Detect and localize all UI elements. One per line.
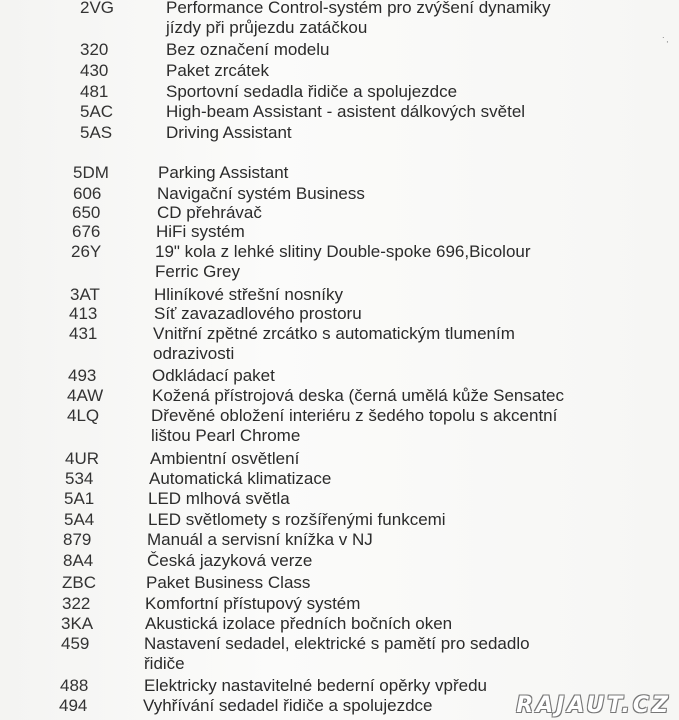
option-description: Síť zavazadlového prostoru [154,304,362,323]
option-description [155,242,531,282]
option-code: 879 [63,530,92,549]
option-description: Hliníkové střešní nosníky [154,285,343,304]
option-code: 431 [69,324,98,343]
option-description: LED světlomety s rozšířenými funkcemi [148,510,446,529]
option-code: 26Y [71,242,102,261]
option-code: 413 [69,304,98,323]
option-description [153,324,515,364]
option-description: Automatická klimatizace [149,469,332,488]
option-description: Paket Business Class [146,573,311,592]
option-description: Vyhřívání sedadel řidiče a spolujezdce [143,696,433,715]
option-code: 2VG [80,0,115,17]
option-code: 459 [61,634,90,653]
option-code: 5A4 [64,510,95,529]
option-description-line: Performance Control-systém pro zvýšení dynamiky [166,0,551,17]
option-description-line: jízdy při průjezdu zatáčkou [166,18,368,37]
option-description-line: Vnitřní zpětné zrcátko s automatickým tlumením [153,324,515,343]
option-description [151,406,557,446]
option-description: Elektricky nastavitelné bederní opěrky vpředu [144,676,488,695]
option-code: 481 [80,82,109,101]
option-code: 5AC [80,102,114,121]
option-code: 322 [62,594,91,613]
option-description: Akustická izolace předních bočních oken [145,614,453,633]
option-code: 534 [65,469,94,488]
option-description-line: řidiče [144,654,185,673]
watermark: RAJAUT.CZ [516,693,671,718]
option-code: 3AT [70,285,100,304]
option-description-line: Dřevěné obložení interiéru z šedého topolu s akcentní [151,406,558,425]
option-description: Sportovní sedadla řidiče a spolujezdce [166,82,458,101]
option-description: Odkládací paket [152,366,275,385]
option-description: Parking Assistant [158,163,289,182]
option-code: ZBC [62,573,96,592]
option-description-line: Ferric Grey [155,262,240,281]
option-description-line: odrazivosti [153,344,235,363]
option-description: LED mlhová světla [148,489,290,508]
scan-speck: ˙· [662,36,670,48]
option-description-line: lištou Pearl Chrome [151,426,301,445]
option-code: 5AS [80,123,113,142]
option-description: Ambientní osvětlení [150,449,300,468]
option-code: 5DM [73,163,109,182]
option-description [144,634,530,674]
option-description: Komfortní přístupový systém [145,594,361,613]
option-code: 430 [80,61,109,80]
option-description: HiFi systém [156,222,245,241]
option-code: 8A4 [63,551,94,570]
option-code: 5A1 [64,489,95,508]
option-code: 606 [73,184,102,203]
option-code: 493 [68,366,97,385]
option-description-line: Nastavení sedadel, elektrické s pamětí pro sedadlo [144,634,530,653]
option-description [166,0,551,38]
option-code: 4UR [65,449,100,468]
option-description: Manuál a servisní knížka v NJ [147,530,373,549]
option-code: 494 [59,696,88,715]
option-description: CD přehrávač [157,203,262,222]
option-code: 676 [72,222,101,241]
option-description: Bez označení modelu [166,40,330,59]
option-code: 320 [80,40,109,59]
option-code: 3KA [61,614,94,633]
option-code: 650 [72,203,101,222]
option-code: 4AW [67,386,104,405]
option-description-line: 19" kola z lehké slitiny Double-spoke 696,Bicolour [155,242,531,261]
option-description: Kožená přístrojová deska (černá umělá kůže Sensatec [152,386,565,405]
option-code: 4LQ [67,406,100,425]
option-description: Driving Assistant [166,123,292,142]
option-description: Navigační systém Business [157,184,365,203]
option-description: Česká jazyková verze [147,551,313,570]
option-code: 488 [60,676,89,695]
option-description: High-beam Assistant - asistent dálkových světel [166,102,526,121]
option-description: Paket zrcátek [166,61,269,80]
